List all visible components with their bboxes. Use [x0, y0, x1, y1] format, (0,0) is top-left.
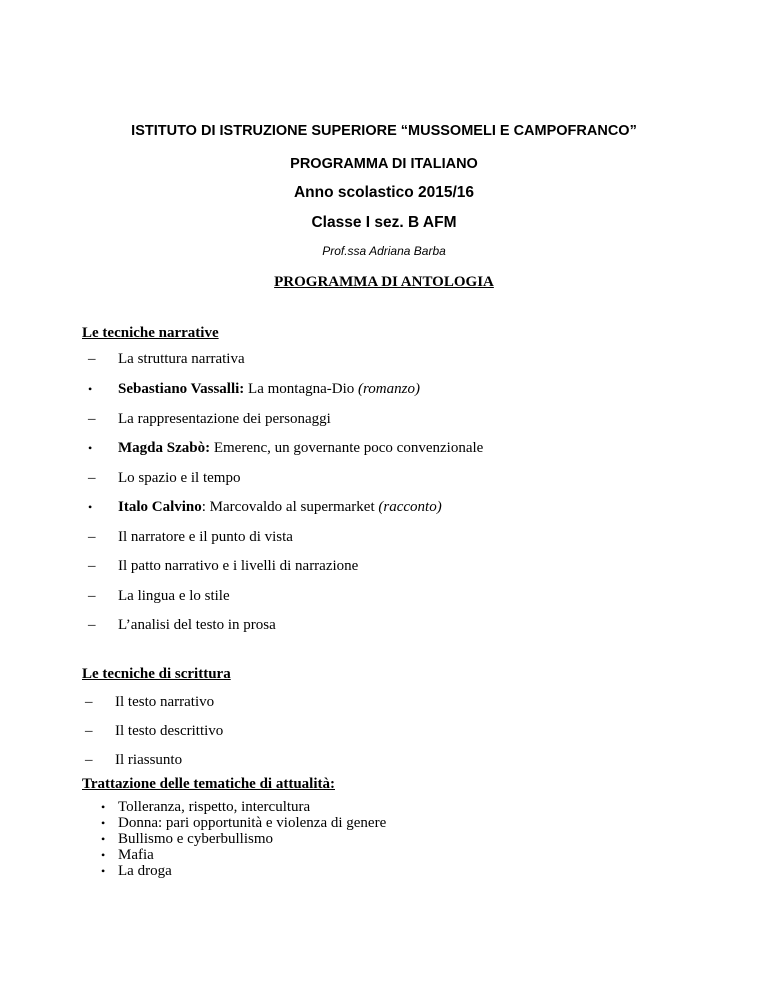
- bullet-marker: •: [101, 864, 106, 878]
- section-heading-current-topics: Trattazione delle tematiche di attualità:: [82, 776, 335, 792]
- work-type: (racconto): [378, 499, 442, 515]
- program-title: PROGRAMMA DI ITALIANO: [290, 156, 478, 172]
- author-name: Italo Calvino: [118, 499, 202, 515]
- dash-marker: –: [88, 588, 96, 604]
- author-name: Magda Szabò:: [118, 440, 211, 456]
- bullet-marker: •: [101, 800, 106, 814]
- dash-marker: –: [88, 529, 96, 545]
- section-heading-narrative: Le tecniche narrative: [82, 325, 219, 341]
- bullet-marker: •: [101, 816, 106, 830]
- class-name: Classe I sez. B AFM: [311, 214, 457, 231]
- bullet-marker: •: [101, 832, 106, 846]
- dash-marker: –: [88, 470, 96, 486]
- dash-marker: –: [85, 752, 93, 768]
- document-page: ISTITUTO DI ISTRUZIONE SUPERIORE “MUSSOMELI E CAMPOFRANCO” PROGRAMMA DI ITALIANO Anno scolastico 2015/16 Classe I sez. B AFM Prof.ssa Adriana Barba PROGRAMMA DI ANTOLOGIA Le tecniche narrative – La struttura narrativa • Sebastiano Vassalli: La montagna-Dio (romanzo) – La rappresentazione dei personaggi • Magda Szabò: Emerenc, un governante poco convenzionale – Lo spazio e il tempo • Italo Calvino: Marcovaldo al supermarket (racconto) – Il narratore e il punto di vista – Il patto narrativo e i livelli di narrazione – La lingua e lo stile – L’analisi del testo in prosa Le tecniche di scrittura – Il testo narrativo – Il testo descrittivo – Il riassunto Trattazione delle tematiche di attualità: • Tolleranza, rispetto, intercultura • Donna: pari opportunità e violenza di genere • Bullismo e cyberbullismo • Mafia • La droga: [0, 0, 768, 994]
- teacher-name: Prof.ssa Adriana Barba: [322, 244, 446, 258]
- section-heading-writing: Le tecniche di scrittura: [82, 666, 231, 682]
- bullet-marker: •: [88, 382, 93, 396]
- dash-marker: –: [85, 694, 93, 710]
- dash-marker: –: [85, 723, 93, 739]
- author-name: Sebastiano Vassalli:: [118, 381, 245, 397]
- institute-name: ISTITUTO DI ISTRUZIONE SUPERIORE “MUSSOMELI E CAMPOFRANCO”: [131, 123, 637, 139]
- bullet-marker: •: [88, 500, 93, 514]
- dash-marker: –: [88, 411, 96, 427]
- dash-marker: –: [88, 558, 96, 574]
- work-type: (romanzo): [358, 381, 420, 397]
- dash-marker: –: [88, 351, 96, 367]
- main-title: PROGRAMMA DI ANTOLOGIA: [274, 274, 494, 290]
- dash-marker: –: [88, 617, 96, 633]
- school-year: Anno scolastico 2015/16: [293, 184, 475, 201]
- bullet-marker: •: [101, 848, 106, 862]
- bullet-marker: •: [88, 441, 93, 455]
